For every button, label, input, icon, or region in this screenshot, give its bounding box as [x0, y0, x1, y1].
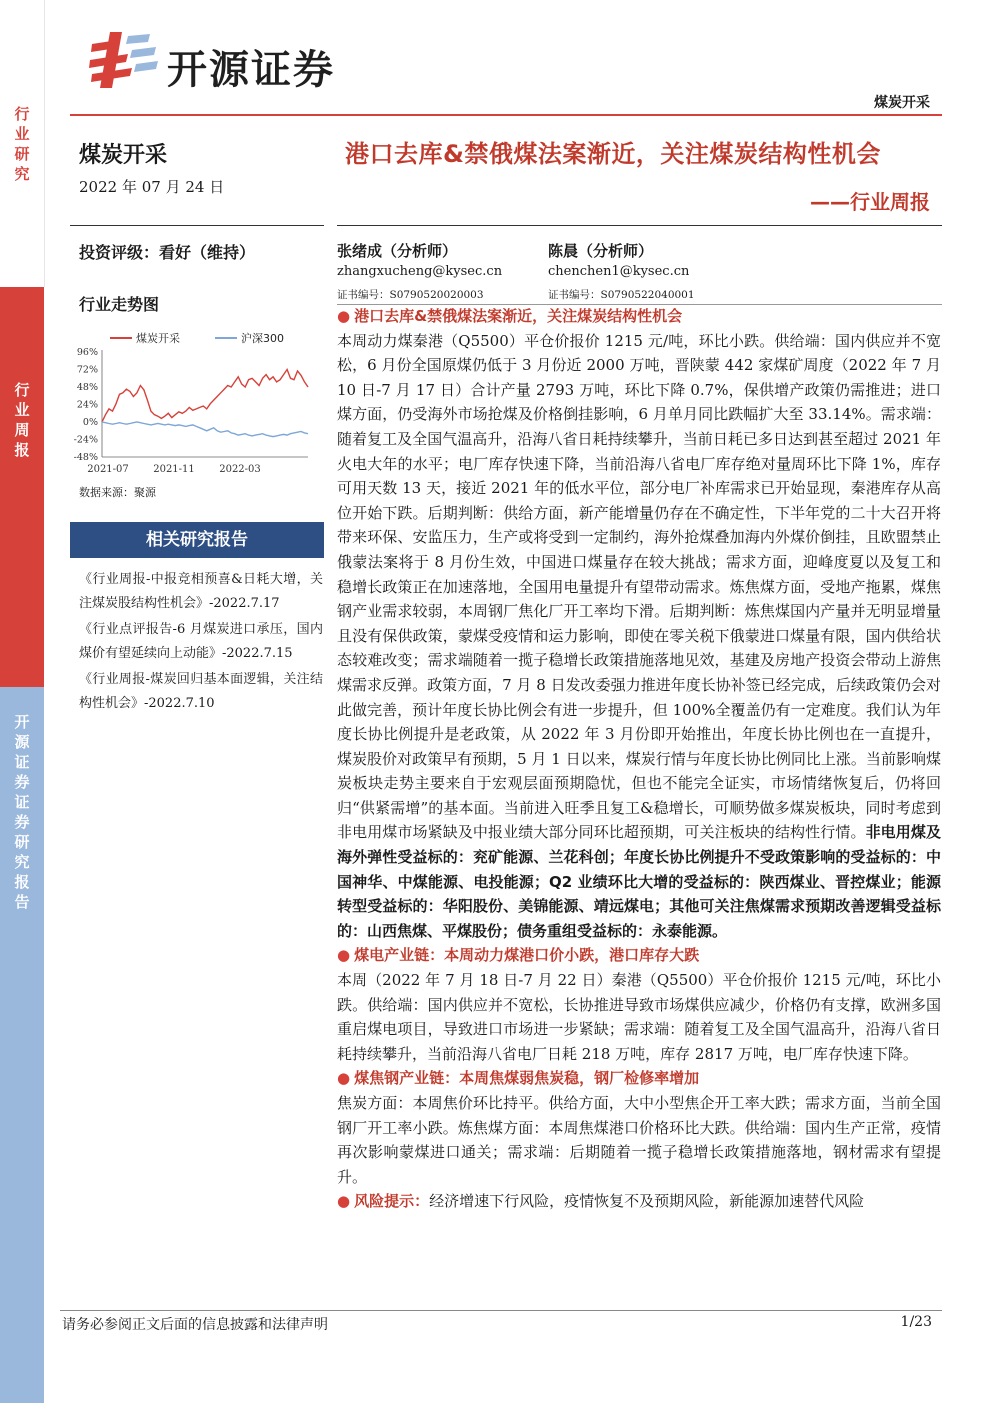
footer-divider: [60, 1310, 942, 1311]
strip-label-research: 行业研究: [14, 105, 30, 183]
bullet-icon: ●: [337, 307, 351, 325]
y-tick-label: -24%: [73, 434, 98, 446]
legend-label: 煤炭开采: [136, 332, 180, 345]
strip-label-broker: 开源证券证券研究报告: [14, 713, 30, 911]
analyst-email[interactable]: zhangxucheng@kysec.cn: [337, 264, 503, 279]
x-tick-label: 2021-07: [87, 464, 129, 475]
y-tick-label: 96%: [76, 347, 98, 358]
series-line: [102, 422, 308, 437]
industry-name: 煤炭开采: [79, 143, 168, 168]
footer-disclaimer[interactable]: 请务必参阅正文后面的信息披露和法律声明: [62, 1317, 328, 1333]
left-divider: [70, 225, 324, 226]
section-paragraph: 本周动力煤秦港（Q5500）平仓价报价 1215 元/吨，环比小跌。供给端：国内供应并不宽松，6 月份全国原煤仍低于 3 月份近 2000 万吨，晋陕蒙 442 家煤矿周度（2022 年 7 月 10 日-7 月 17 日）合计产量 2793 万吨，环比下降 0.7%，保供增产政策仍需推进；进口煤方面，仍受海外市场抢煤及价格倒挂影响，6 月单月同比跌幅扩大至 33.14%。需求端：随着复工及全国气温高升，沿海八省日耗持续攀升，当前日耗已多日达到甚至超过 2021 年火电大年的水平；电厂库存快速下降，当前沿海八省电厂库存绝对量周环比下降 1%，库存可用天数 13 天，接近 2021 年的低水平位，部分电厂补库需求已开始显现，秦港库存从高位开始下跌。后期判断：供给方面，新产能增量仍存在不确定性，下半年党的二十大召开将带来环保、安监压力，生产或将受到一定制约，海外抢煤叠加海内外煤价倒挂，且欧盟禁止俄蒙法案将于 8 月份生效，中国进口煤量存在较大挑战；需求方面，迎峰度夏以及复工和稳增长政策正在加速落地，全国用电量提升有望带动需求。炼焦煤方面，受地产拖累，煤焦钢产业需求较弱，本周钢厂焦化厂开工率均下滑。后期判断：炼焦煤国内产量并无明显增量且没有保供政策，蒙煤受疫情和运力影响，即使在零关税下俄蒙进口煤量有限，国内供给状态较难改变；需求端随着一揽子稳增长政策措施落地见效，基建及房地产投资会带动上游焦煤需求反弹。政策方面，7 月 8 日发改委强力推进年度长协补签已经完成，后续政策仍会对此做完善，预计年度长协比例会有进一步提升，但 100%全覆盖仍有一定难度。我们认为年度长协比例提升是老政策，从 2022 年 3 月份即开始推出，年度长协比例也在一直提升，煤炭股价对政策早有预期，5 月 1 日以来，煤炭行情与年度长协比例同比上涨。当前影响煤炭板块走势主要来自于宏观层面预期隐忧，但也不能完全证实，市场情绪恢复后，仍将回归“供紧需增”的基本面。当前进入旺季且复工&稳增长，可顺势做多煤炭板块，同时考虑到非电用煤市场紧缺及中报业绩大部分同环比超预期，可关注板块的结构性行情。非电用煤及海外弹性受益标的：兖矿能源、兰花科创；年度长协比例提升不受政策影响的受益标的：中国神华、中煤能源、电投能源；Q2 业绩环比大增的受益标的：陕西煤业、晋控煤业；能源转型受益标的：华阳股份、美锦能源、靖远煤电；其他可关注焦煤需求预期改善逻辑受益标的：山西焦煤、平煤股份；债务重组受益标的：永泰能源。: [337, 331, 941, 940]
bullet-icon: ●: [337, 946, 351, 965]
report-title: 港口去库&禁俄煤法案渐近，关注煤炭结构性机会: [345, 140, 881, 168]
risk-warning: ● 风险提示：经济增速下行风险，疫情恢复不及预期风险，新能源加速替代风险: [337, 1192, 865, 1211]
header-divider: [70, 114, 942, 116]
section-heading: ● 煤焦钢产业链：本周焦煤弱焦炭稳，钢厂检修率增加: [337, 1069, 700, 1088]
y-tick-label: 24%: [76, 399, 98, 411]
page-number: 1/23: [900, 1314, 932, 1330]
trend-chart-title: 行业走势图: [79, 295, 160, 314]
chart-source: 数据来源：聚源: [79, 486, 156, 499]
report-subtitle: ——行业周报: [810, 190, 930, 214]
related-reports-header: 相关研究报告: [70, 522, 324, 558]
related-report-item[interactable]: 《行业周报-煤炭回归基本面逻辑，关注结构性机会》-2022.7.10: [79, 672, 323, 711]
legend-label: 沪深300: [241, 332, 284, 345]
related-reports-list: [79, 568, 323, 718]
y-tick-label: 72%: [76, 364, 98, 376]
analyst-email[interactable]: chenchen1@kysec.cn: [548, 264, 690, 279]
company-logo-icon: [88, 30, 158, 90]
company-name: 开源证券: [167, 47, 335, 93]
y-tick-label: -48%: [73, 452, 98, 463]
beneficiaries-text: 非电用煤及海外弹性受益标的：兖矿能源、兰花科创；年度长协比例提升不受政策影响的受益标的：中国神华、中煤能源、电投能源；Q2 业绩环比大增的受益标的：陕西煤业、晋控煤业；能源转型受益标的：华阳股份、美锦能源、靖远煤电；其他可关注焦煤需求预期改善逻辑受益标的：山西焦煤、平煤股份；债务重组受益标的：永泰能源。: [337, 823, 941, 940]
analyst-name: 陈晨（分析师）: [548, 242, 654, 260]
analyst-name: 张绪成（分析师）: [337, 242, 458, 260]
analyst-cert: 证书编号：S0790520020003: [337, 289, 484, 301]
investment-rating: 投资评级：看好（维持）: [79, 243, 256, 262]
header-section: 煤炭开采: [874, 95, 930, 111]
series-line: [102, 370, 308, 423]
x-tick-label: 2022-03: [219, 464, 261, 475]
analyst-cert: 证书编号：S0790522040001: [548, 289, 695, 301]
trend-chart: [70, 322, 324, 482]
y-tick-label: 0%: [82, 417, 98, 428]
section-paragraph: 本周（2022 年 7 月 18 日-7 月 22 日）秦港（Q5500）平仓价报价 1215 元/吨，环比小跌。供给端：国内供应并不宽松，长协推进导致市场煤供应减少，价格仍有支撑，欧洲多国重启煤电项目，导致进口市场进一步紧缺；需求端：随着复工及全国气温高升，沿海八省日耗持续攀升，当前沿海八省电厂日耗 218 万吨，库存 2817 万吨，电厂库存快速下降。: [337, 971, 941, 1063]
bullet-icon: ●: [337, 1069, 351, 1088]
section-heading: ● 煤电产业链：本周动力煤港口价小跌，港口库存大跌: [337, 946, 700, 965]
report-body: [337, 304, 941, 1214]
related-report-item[interactable]: 《行业周报-中报竞相预喜&日耗大增，关注煤炭股结构性机会》-2022.7.17: [79, 572, 323, 611]
related-report-item[interactable]: 《行业点评报告-6 月煤炭进口承压，国内煤价有望延续向上动能》-2022.7.15: [79, 622, 323, 661]
section-paragraph: 焦炭方面：本周焦价环比持平。供给方面，大中小型焦企开工率大跌；需求方面，当前全国钢厂开工率小跌。炼焦煤方面：本周焦煤港口价格环比大跌。供给端：国内生产正常，疫情再次影响蒙煤进口通关；需求端：后期随着一揽子稳增长政策措施落地，钢材需求有望提升。: [337, 1094, 941, 1186]
report-date: 2022 年 07 月 24 日: [79, 178, 225, 196]
section-heading: ● 港口去库&禁俄煤法案渐近，关注煤炭结构性机会: [337, 307, 683, 325]
right-divider: [337, 225, 942, 226]
strip-label-weekly: 行业周报: [14, 381, 30, 459]
side-strip: [0, 0, 44, 1403]
y-tick-label: 48%: [76, 382, 98, 393]
bullet-icon: ●: [337, 1192, 351, 1211]
x-tick-label: 2021-11: [153, 464, 195, 475]
